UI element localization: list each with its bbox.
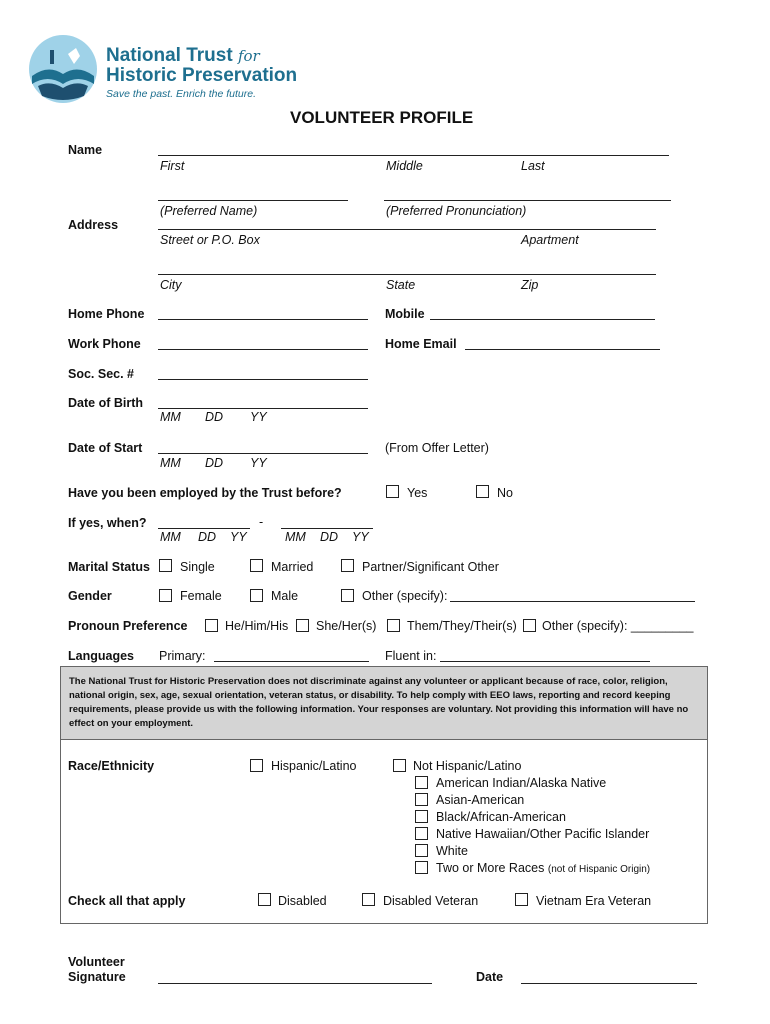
ifyes-label: If yes, when? — [68, 516, 147, 530]
languages-primary-label: Primary: — [159, 649, 206, 663]
disabled-veteran-checkbox[interactable] — [362, 893, 375, 906]
start-note: (From Offer Letter) — [385, 441, 489, 455]
race-hispanic-label: Hispanic/Latino — [271, 759, 357, 773]
gender-other-label: Other (specify): — [362, 589, 448, 603]
date-label: Date — [476, 970, 504, 984]
signature-label-1: Volunteer — [68, 955, 125, 969]
race-option-checkbox[interactable] — [415, 810, 428, 823]
pronoun-other-checkbox[interactable] — [523, 619, 536, 632]
start-yy: YY — [250, 456, 267, 470]
race-two-more-note: (not of Hispanic Origin) — [547, 864, 651, 875]
city-line[interactable] — [158, 274, 656, 275]
race-label: Race/Ethnicity — [68, 759, 155, 773]
race-option-checkbox[interactable] — [415, 793, 428, 806]
employed-no-checkbox[interactable] — [476, 485, 489, 498]
name-middle-caption: Middle — [386, 159, 423, 173]
race-option-label: Asian-American — [436, 793, 525, 807]
languages-primary-line[interactable] — [214, 661, 369, 662]
start-mm: MM — [160, 456, 181, 470]
city-caption: City — [160, 278, 182, 292]
start-label: Date of Start — [68, 441, 143, 455]
gender-male-label: Male — [271, 589, 299, 603]
apartment-caption: Apartment — [521, 233, 579, 247]
race-option-label: White — [436, 844, 468, 858]
race-two-more-text: Two or More Races — [436, 861, 545, 875]
ssn-label: Soc. Sec. # — [68, 367, 135, 381]
name-label: Name — [68, 143, 103, 157]
home-email-line[interactable] — [465, 349, 660, 350]
disabled-veteran-label: Disabled Veteran — [383, 894, 479, 908]
race-not-hispanic-label: Not Hispanic/Latino — [413, 759, 522, 773]
race-option-checkbox[interactable] — [415, 776, 428, 789]
race-not-hispanic-checkbox[interactable] — [393, 759, 406, 772]
ssn-line[interactable] — [158, 379, 368, 380]
marital-single-checkbox[interactable] — [159, 559, 172, 572]
pronoun-he-checkbox[interactable] — [205, 619, 218, 632]
preferred-pron-line[interactable] — [384, 200, 671, 201]
ifyes-mm1: MM — [160, 530, 181, 544]
disabled-checkbox[interactable] — [258, 893, 271, 906]
languages-fluent-line[interactable] — [440, 661, 650, 662]
home-phone-label: Home Phone — [68, 307, 145, 321]
gender-label: Gender — [68, 589, 112, 603]
gender-male-checkbox[interactable] — [250, 589, 263, 602]
dob-mm: MM — [160, 410, 181, 424]
page-title: VOLUNTEER PROFILE — [290, 108, 474, 127]
employed-no-label: No — [497, 486, 513, 500]
start-line[interactable] — [158, 453, 368, 454]
marital-partner-checkbox[interactable] — [341, 559, 354, 572]
eeo-notice: The National Trust for Historic Preservation does not discriminate against any volunteer or applicant because of race, color, religion, national origin, sex, age, sexual orientation, veteran status, or disability. To help comply with EEO laws, reporting and record keeping requirements, please provide us with the following information. Your responses are voluntary. Not providing this information will have no effect on your employment. — [60, 666, 708, 740]
logo-line1: National Trust — [106, 45, 233, 66]
pronoun-she-label: She/Her(s) — [316, 619, 377, 633]
ifyes-dd2: DD — [320, 530, 339, 544]
ifyes-dash: - — [259, 515, 264, 529]
pronoun-they-checkbox[interactable] — [387, 619, 400, 632]
ifyes-yy2: YY — [352, 530, 369, 544]
marital-partner-label: Partner/Significant Other — [362, 560, 499, 574]
street-line[interactable] — [158, 229, 656, 230]
gender-other-checkbox[interactable] — [341, 589, 354, 602]
mobile-line[interactable] — [430, 319, 655, 320]
home-email-label: Home Email — [385, 337, 457, 351]
address-label: Address — [68, 218, 119, 232]
vietnam-veteran-label: Vietnam Era Veteran — [536, 894, 652, 908]
gender-other-line[interactable] — [450, 601, 695, 602]
race-two-more-checkbox[interactable] — [415, 861, 428, 874]
dob-yy: YY — [250, 410, 267, 424]
race-option-checkbox[interactable] — [415, 844, 428, 857]
race-option-checkbox[interactable] — [415, 827, 428, 840]
name-first-caption: First — [160, 159, 185, 173]
logo-line2: Historic Preservation — [106, 65, 298, 86]
street-caption: Street or P.O. Box — [160, 233, 260, 247]
mobile-label: Mobile — [385, 307, 425, 321]
ifyes-mm2: MM — [285, 530, 306, 544]
pronoun-they-label: Them/They/Their(s) — [407, 619, 517, 633]
dob-label: Date of Birth — [68, 396, 143, 410]
logo-text — [106, 46, 297, 100]
state-caption: State — [386, 278, 416, 292]
marital-married-checkbox[interactable] — [250, 559, 263, 572]
race-option-label: Native Hawaiian/Other Pacific Islander — [436, 827, 650, 841]
languages-label: Languages — [68, 649, 134, 663]
race-option-label: Black/African-American — [436, 810, 566, 824]
employed-yes-checkbox[interactable] — [386, 485, 399, 498]
date-line[interactable] — [521, 983, 697, 984]
pronoun-other-label: Other (specify): _________ — [542, 619, 694, 633]
pronoun-she-checkbox[interactable] — [296, 619, 309, 632]
logo-line1-for: for — [237, 47, 260, 65]
marital-label: Marital Status — [68, 560, 150, 574]
zip-caption: Zip — [521, 278, 539, 292]
pronoun-label: Pronoun Preference — [68, 619, 188, 633]
logo-tagline: Save the past. Enrich the future. — [106, 88, 257, 100]
ifyes-dd1: DD — [198, 530, 217, 544]
check-all-label: Check all that apply — [68, 894, 186, 908]
employed-question: Have you been employed by the Trust before? — [68, 486, 342, 500]
preferred-name-caption: (Preferred Name) — [160, 204, 258, 218]
gender-female-checkbox[interactable] — [159, 589, 172, 602]
work-phone-line[interactable] — [158, 349, 368, 350]
work-phone-label: Work Phone — [68, 337, 141, 351]
logo — [28, 34, 98, 107]
pronoun-he-label: He/Him/His — [225, 619, 289, 633]
signature-label-2: Signature — [68, 970, 126, 984]
logo-icon — [28, 34, 98, 104]
marital-single-label: Single — [180, 560, 215, 574]
ifyes-to-line[interactable] — [281, 528, 373, 529]
dob-line[interactable] — [158, 408, 368, 409]
name-last-caption: Last — [521, 159, 545, 173]
gender-female-label: Female — [180, 589, 222, 603]
employed-yes-label: Yes — [407, 486, 428, 500]
home-phone-line[interactable] — [158, 319, 368, 320]
start-dd: DD — [205, 456, 224, 470]
marital-married-label: Married — [271, 560, 314, 574]
race-hispanic-checkbox[interactable] — [250, 759, 263, 772]
languages-fluent-label: Fluent in: — [385, 649, 437, 663]
vietnam-veteran-checkbox[interactable] — [515, 893, 528, 906]
disabled-label: Disabled — [278, 894, 327, 908]
signature-line[interactable] — [158, 983, 432, 984]
name-line[interactable] — [158, 155, 669, 156]
dob-dd: DD — [205, 410, 224, 424]
race-two-more-label — [436, 861, 650, 875]
preferred-name-line[interactable] — [158, 200, 348, 201]
ifyes-yy1: YY — [230, 530, 247, 544]
ifyes-from-line[interactable] — [158, 528, 250, 529]
race-option-label: American Indian/Alaska Native — [436, 776, 607, 790]
preferred-pron-caption: (Preferred Pronunciation) — [386, 204, 527, 218]
